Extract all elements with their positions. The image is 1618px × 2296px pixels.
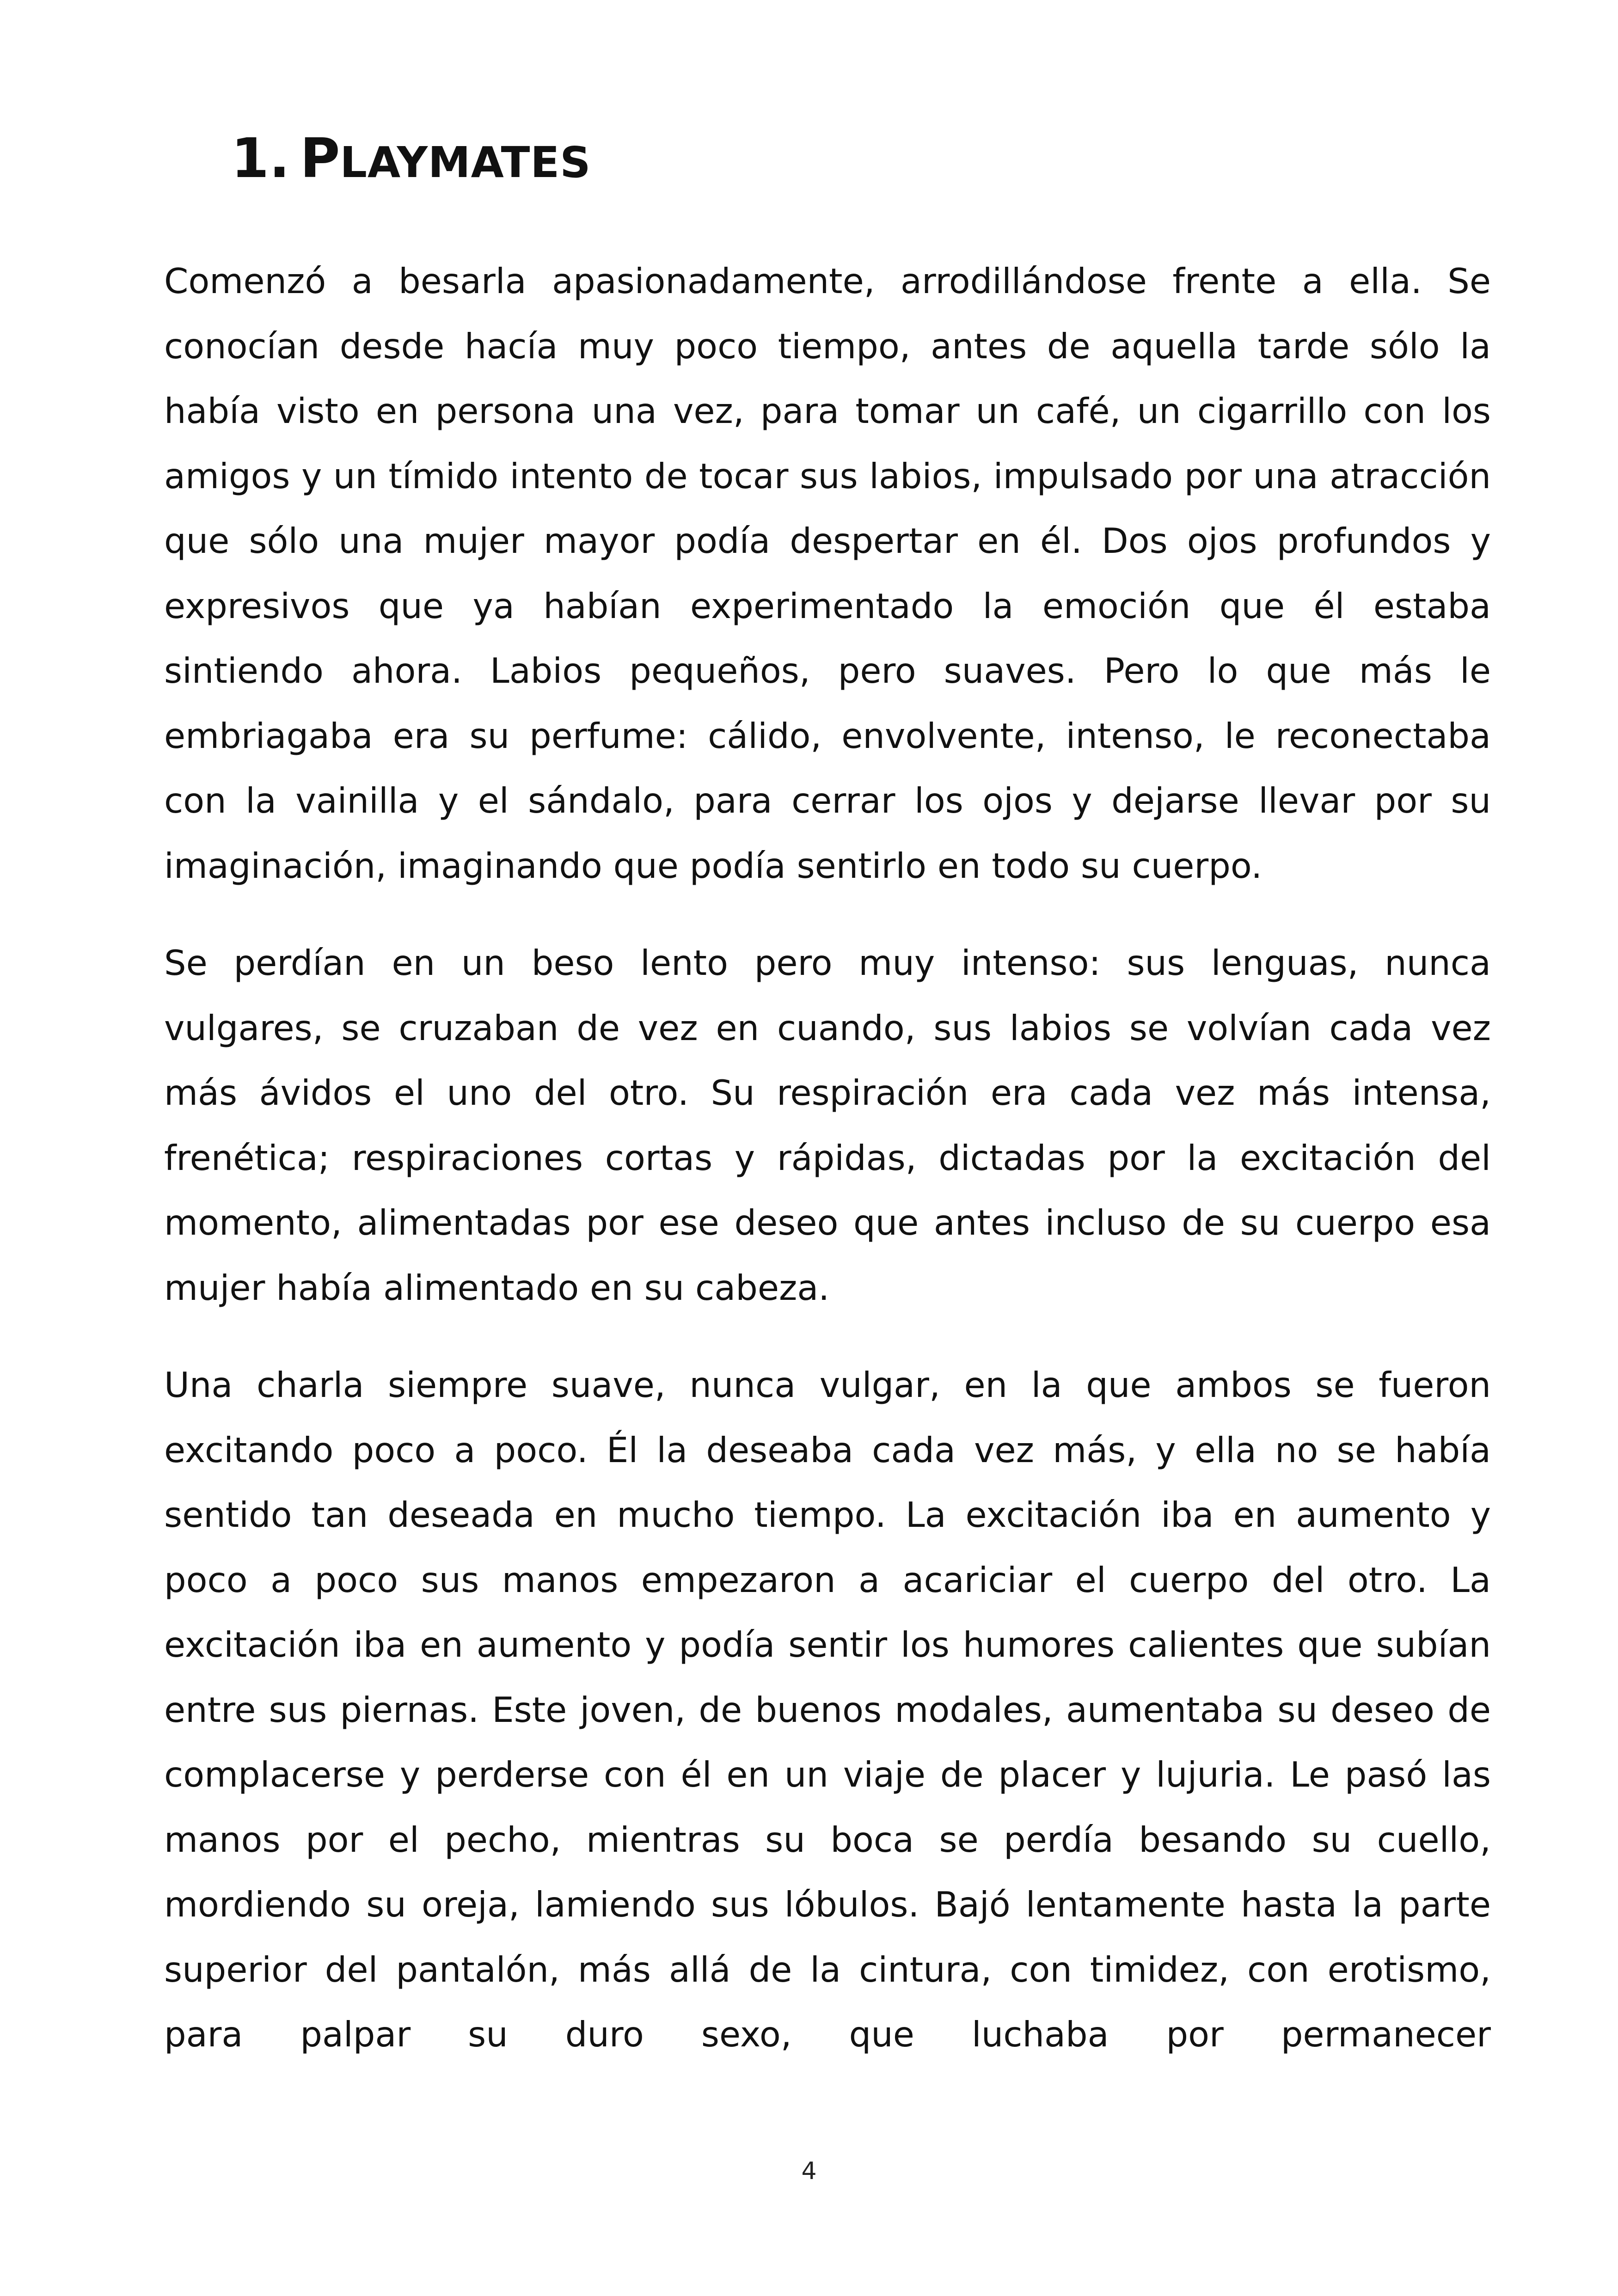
chapter-title-initial: P [300, 126, 340, 190]
paragraph-1: Comenzó a besarla apasionadamente, arrodillándose frente a ella. Se conocían desde hacía muy poco tiempo, antes de aquella tarde sólo la había visto en persona una vez, para tomar un café, un cigarrillo con los amigos y un tímido intento de tocar sus labios, impulsado por una atracción que sólo una mujer mayor podía despertar en él. Dos ojos profundos y expresivos que ya habían experimentado la emoción que él estaba sintiendo ahora. Labios pequeños, pero suaves. Pero lo que más le embriagaba era su perfume: cálido, envolvente, intenso, le reconectaba con la vainilla y el sándalo, para cerrar los ojos y dejarse llevar por su imaginación, imaginando que podía sentirlo en todo su cuerpo. [164, 261, 1491, 886]
chapter-title-rest: LAYMATES [340, 138, 591, 187]
chapter-number: 1. [231, 126, 290, 190]
paragraph-2: Se perdían en un beso lento pero muy intenso: sus lenguas, nunca vulgares, se cruzaban de vez en cuando, sus labios se volvían cada vez más ávidos el uno del otro. Su respiración era cada vez más intensa, frenética; respiraciones cortas y rápidas, dictadas por la excitación del momento, alimentadas por ese deseo que antes incluso de su cuerpo esa mujer había alimentado en su cabeza. [164, 943, 1491, 1308]
paragraph-3: Una charla siempre suave, nunca vulgar, en la que ambos se fueron excitando poco a poco. Él la deseaba cada vez más, y ella no se había sentido tan deseada en mucho tiempo. La excitación iba en aumento y poco a poco sus manos empezaron a acariciar el cuerpo del otro. La excitación iba en aumento y podía sentir los humores calientes que subían entre sus piernas. Este joven, de buenos modales, aumentaba su deseo de complacerse y perderse con él en un viaje de placer y lujuria. Le pasó las manos por el pecho, mientras su boca se perdía besando su cuello, mordiendo su oreja, lamiendo sus lóbulos. Bajó lentamente hasta la parte superior del pantalón, más allá de la cintura, con timidez, con erotismo, para palpar su duro sexo, que luchaba por permanecer [164, 1365, 1491, 2055]
chapter-heading [231, 121, 591, 200]
body-text [164, 249, 1491, 2067]
page-number: 4 [801, 2157, 817, 2185]
